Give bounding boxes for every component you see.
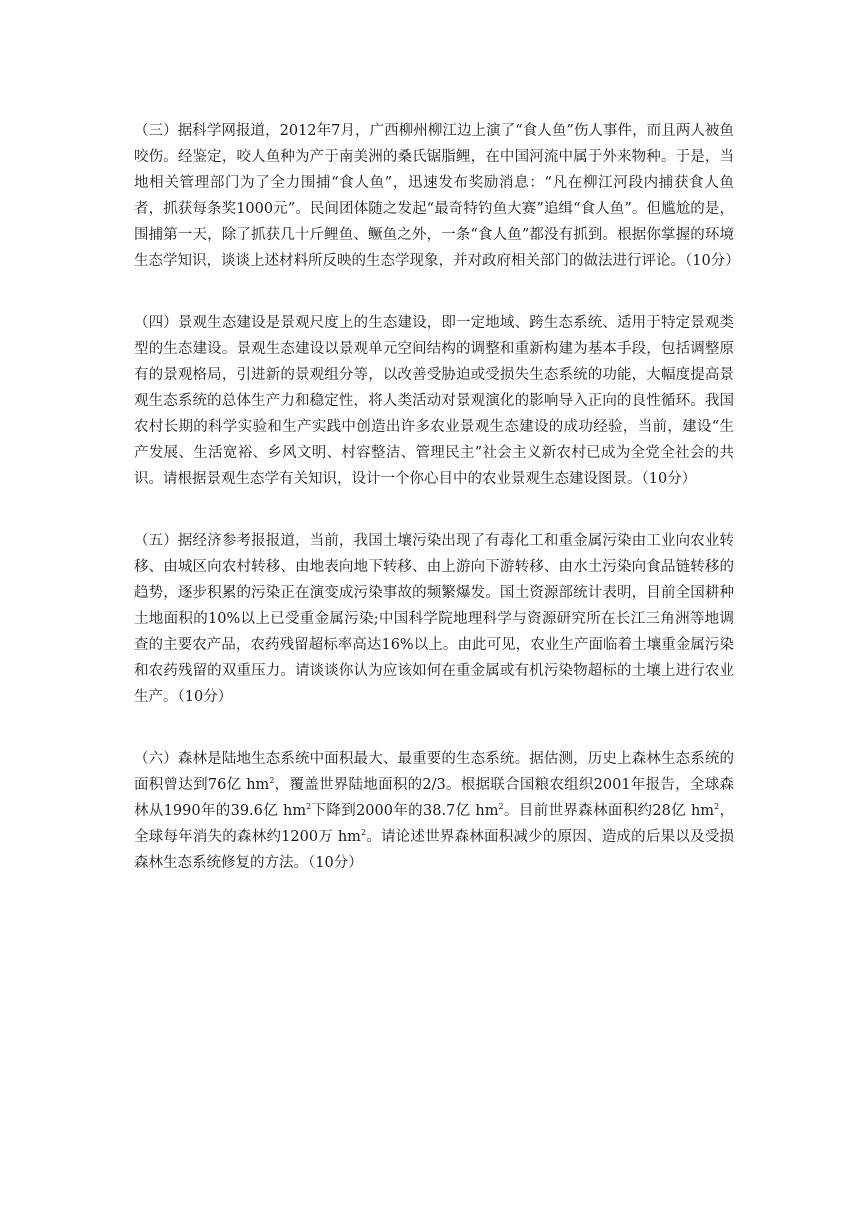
question-6 [134, 746, 734, 876]
question-5-text: （五）据经济参考报报道，当前，我国土壤污染出现了有毒化工和重金属污染由工业向农业转移、由城区向农村转移、由地表向地下转移、由上游向下游转移、由水土污染向食品链转移的趋势，逐步积累的污染正在演变成污染事故的频繁爆发。国土资源部统计表明，目前全国耕种土地面积的10%以上已受重金属污染;中国科学院地理科学与资源研究所在长江三角洲等地调查的主要农产品，农药残留超标率高达16%以上。由此可见，农业生产面临着土壤重金属污染和农药残留的双重压力。请谈谈你认为应该如何在重金属或有机污染物超标的土壤上进行农业生产。（10分） [134, 533, 734, 705]
question-6-part-3: 下降到2000年的38.7亿 hm [311, 803, 499, 819]
question-6-part-6: 。请论述世界森林面积减少的原因、造成的后果以及受损森林生态系统修复的方法。（10分） [134, 829, 734, 871]
question-6-text [134, 746, 734, 876]
question-6-part-4: 。目前世界森林面积约28亿 hm [503, 803, 715, 819]
question-3-text: （三）据科学网报道，2012年7月，广西柳州柳江边上演了“食人鱼”伤人事件，而且两人被鱼咬伤。经鉴定，咬人鱼种为产于南美洲的桑氏锯脂鲤，在中国河流中属于外来物种。于是，当地相关管理部门为了全力围捕“食人鱼”，迅速发布奖励消息：“凡在柳江河段内捕获食人鱼者，抓获每条奖1000元”。民间团体随之发起“最奇特钓鱼大赛”追缉“食人鱼”。但尴尬的是，围捕第一天，除了抓获几十斤鲤鱼、鳜鱼之外，一条“食人鱼”都没有抓到。根据你掌握的环境生态学知识，谈谈上述材料所反映的生态学现象，并对政府相关部门的做法进行评论。（10分） [134, 123, 740, 269]
document-body [134, 118, 740, 912]
superscript-2: 2 [269, 776, 275, 785]
superscript-2: 2 [360, 828, 367, 837]
superscript-2: 2 [498, 802, 504, 811]
question-6-part-1: （六）森林是陆地生态系统中面积最大、最重要的生态系统。据估测，历史上森林生态系统的面积曾达到76亿 hm [134, 751, 734, 793]
question-4 [134, 310, 734, 492]
question-5 [134, 528, 734, 710]
question-4-text: （四）景观生态建设是景观尺度上的生态建设，即一定地域、跨生态系统、适用于特定景观类型的生态建设。景观生态建设以景观单元空间结构的调整和重新构建为基本手段，包括调整原有的景观格局，引进新的景观组分等，以改善受胁迫或受损失生态系统的功能，大幅度提高景观生态系统的总体生产力和稳定性，将人类活动对景观演化的影响导入正向的良性循环。我国农村长期的科学实验和生产实践中创造出许多农业景观生态建设的成功经验，当前，建设“生产发展、生活宽裕、乡风文明、村容整洁、管理民主”社会主义新农村已成为全党全社会的共识。请根据景观生态学有关知识，设计一个你心目中的农业景观生态建设图景。（10分） [134, 315, 734, 487]
question-6-part-2: ，覆盖世界陆地面积的2/3。根据联合国粮农组织2001年报告，全球森林从1990年的39.6亿 hm [134, 777, 734, 819]
question-6-part-5: ，全球每年消失的森林约1200万 hm [134, 803, 734, 845]
question-3 [134, 118, 740, 274]
superscript-2: 2 [714, 802, 720, 811]
superscript-2: 2 [306, 802, 312, 811]
